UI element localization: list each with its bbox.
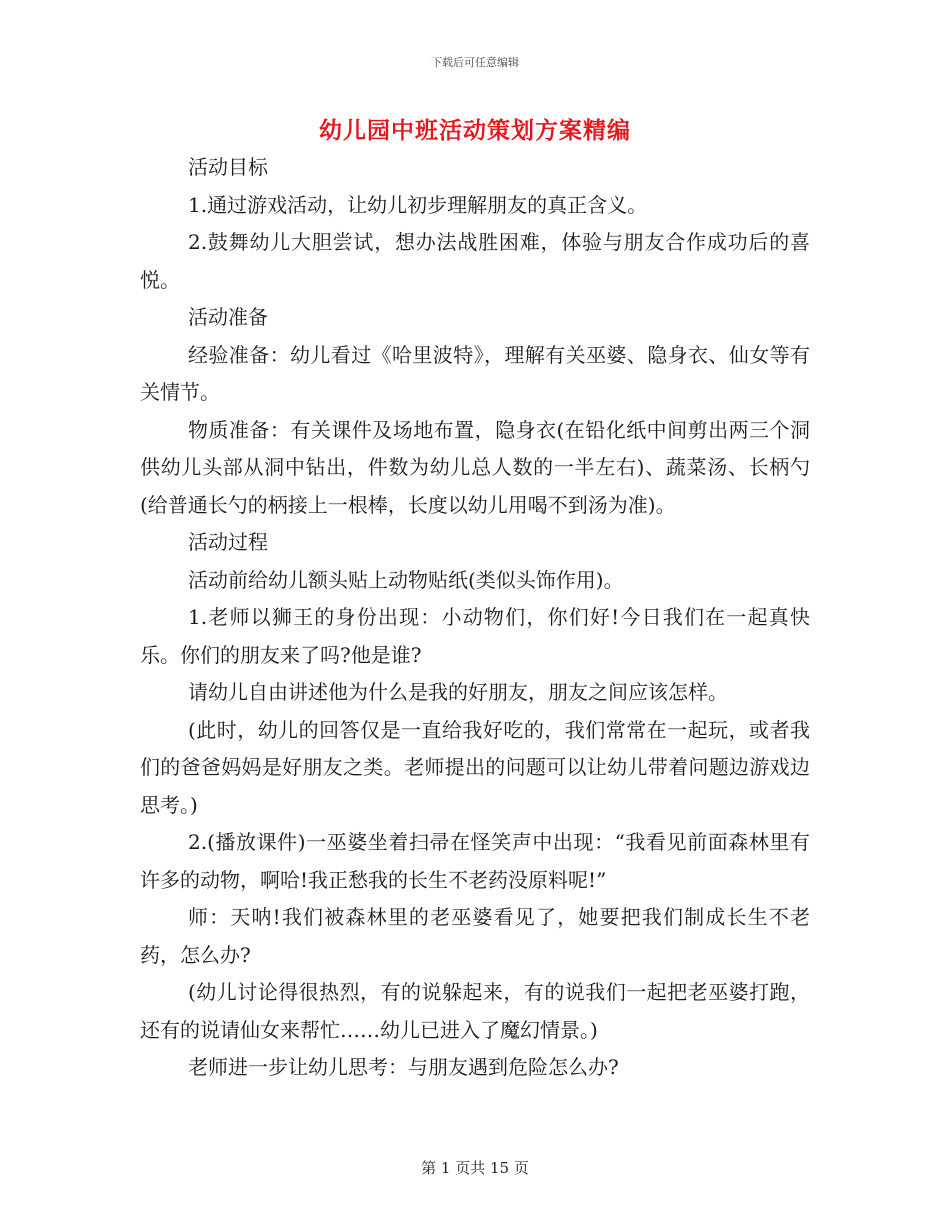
process-step-2: 2.(播放课件)一巫婆坐着扫帚在怪笑声中出现：“我看见前面森林里有许多的动物，啊哈!我正愁我的长生不老药没原料呢!” xyxy=(140,830,810,892)
process-step-1-discussion: 请幼儿自由讲述他为什么是我的好朋友，朋友之间应该怎样。 xyxy=(188,680,728,704)
section-heading-preparation: 活动准备 xyxy=(188,305,268,329)
goal-item-1: 1.通过游戏活动，让幼儿初步理解朋友的真正含义。 xyxy=(188,192,648,217)
teacher-line: 师：天呐!我们被森林里的老巫婆看见了，她要把我们制成长生不老药，怎么办? xyxy=(140,905,810,967)
document-body xyxy=(140,149,810,1087)
material-preparation: 物质准备：有关课件及场地布置，隐身衣(在铅化纸中间剪出两三个洞供幼儿头部从洞中钻出，件数为幼儿总人数的一半左右)、蔬菜汤、长柄勺(给普通长勺的柄接上一根棒，长度以幼儿用喝不到汤为准)。 xyxy=(140,417,810,517)
teacher-further-question: 老师进一步让幼儿思考：与朋友遇到危险怎么办? xyxy=(188,1055,619,1079)
process-intro: 活动前给幼儿额头贴上动物贴纸(类似头饰作用)。 xyxy=(188,567,624,592)
process-step-1-note: (此时，幼儿的回答仅是一直给我好吃的，我们常常在一起玩，或者我们的爸爸妈妈是好朋友之类。老师提出的问题可以让幼儿带着问题边游戏边思考。) xyxy=(140,717,810,817)
section-heading-goals: 活动目标 xyxy=(188,155,268,179)
page-number-footer: 第 1 页共 15 页 xyxy=(421,1159,529,1177)
experience-preparation: 经验准备：幼儿看过《哈里波特》，理解有关巫婆、隐身衣、仙女等有关情节。 xyxy=(140,342,810,404)
page-header-note: 下载后可任意编辑 xyxy=(431,56,519,69)
document-title: 幼儿园中班活动策划方案精编 xyxy=(319,117,631,144)
section-heading-process: 活动过程 xyxy=(188,530,268,554)
process-step-1: 1.老师以狮王的身份出现：小动物们，你们好!今日我们在一起真快乐。你们的朋友来了吗?他是谁? xyxy=(140,605,810,667)
goal-item-2: 2.鼓舞幼儿大胆尝试，想办法战胜困难，体验与朋友合作成功后的喜悦。 xyxy=(140,230,810,292)
children-discussion-note: (幼儿讨论得很热烈，有的说躲起来，有的说我们一起把老巫婆打跑，还有的说请仙女来帮忙……幼儿已进入了魔幻情景。) xyxy=(140,980,810,1042)
